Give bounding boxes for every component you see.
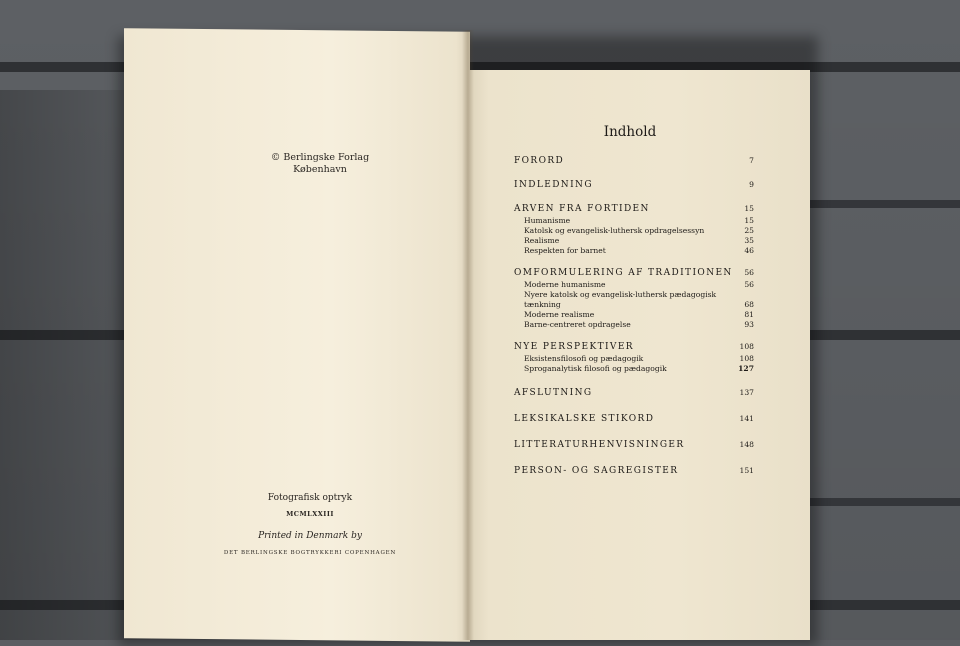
toc-subsection-row (514, 280, 754, 290)
toc-chapter-row (514, 154, 754, 168)
printed-in: Printed in Denmark by (258, 531, 362, 541)
toc-chapter-row (514, 386, 754, 400)
toc-chapter-label: LITTERATURHENVISNINGER (514, 440, 685, 450)
toc-section (514, 412, 754, 426)
toc-page-number: 81 (744, 310, 754, 319)
toc-section (514, 178, 754, 192)
toc-page-number: 35 (744, 236, 754, 245)
toc-subsection-row (514, 354, 754, 364)
copyright-line: © Berlingske Forlag (270, 152, 370, 163)
toc-section (514, 438, 754, 452)
toc-chapter-row (514, 464, 754, 478)
toc-chapter-row (514, 266, 754, 280)
toc-page-number: 148 (739, 440, 754, 449)
toc-subsection-label: tænkning (524, 300, 561, 309)
reprint-note: Fotografisk optryk (267, 493, 353, 503)
printer-name: DET BERLINGSKE BOGTRYKKERI COPENHAGEN (223, 550, 397, 556)
reprint-year: MCMLXXIII (286, 510, 334, 518)
toc-page-number: 151 (739, 466, 754, 475)
toc-subsection-label: Humanisme (524, 216, 571, 225)
table-of-contents (514, 150, 754, 478)
toc-page-number: 68 (744, 300, 754, 309)
copyright-block (250, 152, 390, 176)
toc-chapter-label: LEKSIKALSKE STIKORD (514, 414, 655, 424)
toc-chapter-label: NYE PERSPEKTIVER (514, 342, 634, 352)
toc-title: Indhold (603, 124, 657, 140)
toc-subsection-row (514, 310, 754, 320)
book-spine (462, 30, 474, 640)
toc-section (514, 340, 754, 374)
toc-subsection-label: Sproganalytisk filosofi og pædagogik (524, 364, 667, 373)
toc-subsection-row (514, 236, 754, 246)
toc-subsection-row (514, 290, 754, 300)
toc-chapter-label: FORORD (514, 156, 565, 166)
toc-subsection-row (514, 320, 754, 330)
toc-page-number: 15 (744, 216, 754, 225)
toc-chapter-label: AFSLUTNING (514, 388, 593, 398)
publisher-city: København (293, 164, 347, 175)
toc-subsection-label: Moderne humanisme (524, 280, 606, 289)
toc-chapter-row (514, 178, 754, 192)
toc-subsection-label: Moderne realisme (524, 310, 595, 319)
toc-section (514, 202, 754, 256)
toc-page-number: 46 (744, 246, 754, 255)
toc-chapter-row (514, 412, 754, 426)
toc-section (514, 154, 754, 168)
plank-gap (800, 498, 960, 506)
toc-subsection-label: Katolsk og evangelisk-luthersk opdragelsessyn (524, 226, 705, 235)
toc-subsection-label: Nyere katolsk og evangelisk-luthersk pædagogisk (524, 290, 717, 299)
toc-page-number: 108 (739, 354, 754, 363)
toc-subsection-row (514, 300, 754, 310)
toc-section (514, 266, 754, 330)
toc-subsection-label: Eksistensfilosofi og pædagogik (524, 354, 644, 363)
toc-subsection-row (514, 246, 754, 256)
toc-page-number: 15 (744, 204, 754, 213)
toc-page-number: 108 (739, 342, 754, 351)
toc-chapter-label: PERSON- OG SAGREGISTER (514, 466, 679, 476)
toc-page-number: 141 (739, 414, 754, 423)
toc-page-number: 56 (744, 268, 754, 277)
toc-page-number: 7 (749, 156, 754, 165)
toc-chapter-row (514, 202, 754, 216)
plank-gap (800, 200, 960, 208)
toc-page-number: 137 (739, 388, 754, 397)
toc-page-number: 25 (744, 226, 754, 235)
toc-subsection-row (514, 226, 754, 236)
toc-subsection-row (514, 216, 754, 226)
toc-page-number: 56 (744, 280, 754, 289)
toc-chapter-row (514, 438, 754, 452)
toc-subsection-row (514, 364, 754, 374)
toc-subsection-label: Barne-centreret opdragelse (524, 320, 631, 329)
toc-page-number: 127 (738, 364, 754, 373)
toc-section (514, 464, 754, 478)
toc-subsection-label: Respekten for barnet (524, 246, 606, 255)
toc-subsection-label: Realisme (524, 236, 560, 245)
toc-page-number: 93 (744, 320, 754, 329)
toc-chapter-label: ARVEN FRA FORTIDEN (514, 204, 650, 214)
toc-chapter-label: INDLEDNING (514, 180, 593, 190)
toc-chapter-label: OMFORMULERING AF TRADITIONEN (514, 268, 733, 278)
colophon-block (210, 492, 410, 559)
toc-page-number: 9 (749, 180, 754, 189)
toc-chapter-row (514, 340, 754, 354)
toc-section (514, 386, 754, 400)
